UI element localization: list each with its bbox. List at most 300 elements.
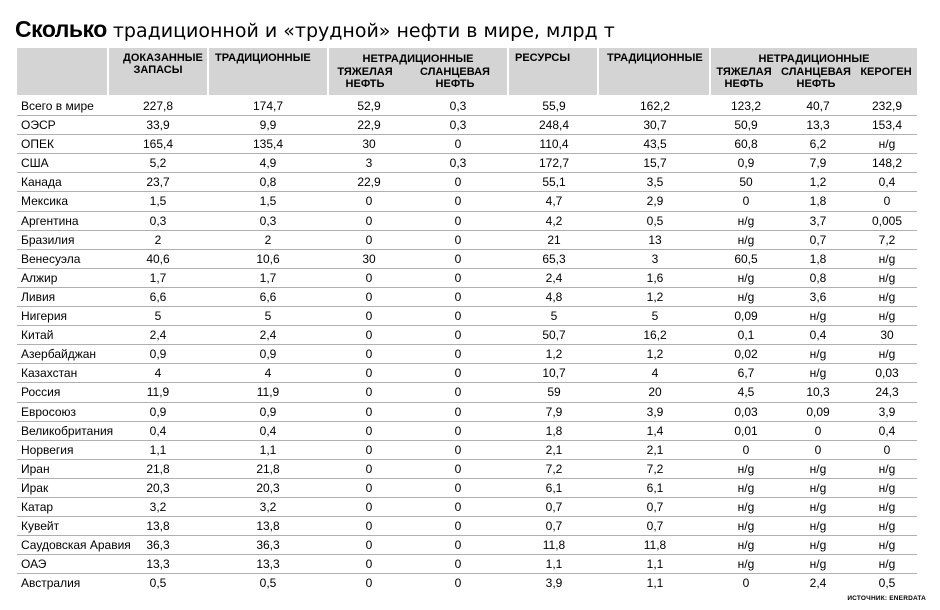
row-value: 30	[880, 328, 894, 343]
table-row	[17, 536, 917, 555]
row-value: 0	[365, 519, 373, 534]
table-row	[17, 173, 917, 192]
row-value: 30	[362, 137, 376, 152]
row-value: 13,3	[146, 557, 170, 572]
row-value: 0,4	[149, 423, 167, 438]
row-value: н/g	[878, 538, 896, 553]
row-value: 1,1	[646, 576, 664, 591]
row-value: 0,3	[449, 99, 467, 113]
table-row	[17, 555, 917, 574]
row-value: 0	[454, 347, 462, 362]
row-value: 20,3	[256, 480, 280, 495]
row-value: 13,3	[806, 118, 830, 133]
row-value: 248,4	[538, 118, 570, 133]
header-nontrad-2	[711, 48, 917, 95]
row-value: 0	[454, 270, 462, 285]
row-value: 7,2	[545, 461, 563, 476]
header-nontrad-1	[329, 48, 507, 95]
row-value: 7,2	[646, 461, 664, 476]
row-value: 2,9	[646, 194, 664, 209]
row-value: 0	[365, 480, 373, 495]
row-value: 3,9	[545, 576, 563, 591]
row-value: 2,4	[149, 328, 167, 343]
row-country: ОАЭ	[21, 557, 47, 572]
row-value: н/g	[878, 270, 896, 285]
row-country: США	[21, 156, 49, 171]
row-value: 13	[648, 232, 662, 247]
row-country: Казахстан	[21, 366, 78, 381]
row-value: 0	[742, 576, 750, 591]
row-value: 2	[264, 232, 272, 247]
row-value: 0,09	[806, 404, 830, 419]
row-value: н/g	[878, 557, 896, 572]
row-value: 1,2	[809, 175, 827, 190]
table-header	[17, 48, 917, 95]
row-value: 50	[739, 175, 753, 190]
row-value: 0	[454, 480, 462, 495]
row-value: 6,6	[259, 289, 277, 304]
row-value: 16,2	[643, 328, 667, 343]
row-value: 0	[365, 576, 373, 591]
row-value: 11,9	[256, 385, 280, 400]
row-value: 3,2	[149, 499, 167, 514]
row-value: 0,7	[646, 519, 664, 534]
row-value: 0	[454, 557, 462, 572]
row-value: 0,5	[878, 576, 896, 591]
row-value: н/g	[878, 251, 896, 266]
header-kerogen: КЕРОГЕН	[860, 66, 912, 78]
row-value: н/g	[878, 309, 896, 324]
row-country: ОЭСР	[21, 118, 56, 133]
row-value: 4,7	[545, 194, 563, 209]
row-value: 0	[454, 576, 462, 591]
row-value: н/g	[809, 519, 827, 534]
row-value: 0,9	[149, 404, 167, 419]
row-value: 0	[365, 385, 373, 400]
row-value: 148,2	[871, 156, 903, 171]
row-value: 0,7	[545, 499, 563, 514]
page-title	[15, 16, 615, 44]
row-value: 60,8	[734, 137, 758, 152]
row-value: 0	[365, 442, 373, 457]
row-value: 0	[742, 442, 750, 457]
row-country: Саудовская Аравия	[21, 538, 131, 553]
row-value: н/g	[737, 557, 755, 572]
row-value: 0	[365, 328, 373, 343]
row-value: 40,7	[806, 99, 830, 113]
row-value: 21,8	[146, 461, 170, 476]
row-value: 0,3	[449, 118, 467, 133]
table-row	[17, 250, 917, 269]
row-value: 1,8	[809, 194, 827, 209]
table-row	[17, 574, 917, 593]
row-value: 5	[264, 309, 272, 324]
row-value: н/g	[737, 461, 755, 476]
row-value: н/g	[809, 480, 827, 495]
row-value: н/g	[809, 309, 827, 324]
row-value: н/g	[878, 137, 896, 152]
row-value: 0,8	[809, 270, 827, 285]
row-value: 0	[454, 461, 462, 476]
row-value: 0,8	[259, 175, 277, 190]
row-value: 4	[264, 366, 272, 381]
row-value: 60,5	[734, 251, 758, 266]
table-row	[17, 345, 917, 364]
row-country: Австралия	[21, 576, 81, 591]
header-resources	[509, 48, 597, 95]
row-value: 0	[365, 194, 373, 209]
row-value: 0	[883, 194, 891, 209]
row-value: 24,3	[875, 385, 899, 400]
row-value: н/g	[737, 213, 755, 228]
row-value: 0,4	[809, 328, 827, 343]
row-value: 0,9	[259, 404, 277, 419]
row-value: 0	[454, 499, 462, 514]
table-row	[17, 135, 917, 154]
table-row	[17, 307, 917, 326]
table-row	[17, 231, 917, 250]
row-value: 0,4	[878, 175, 896, 190]
row-value: 0	[365, 404, 373, 419]
header-traditional-1-label: ТРАДИЦИОННЫЕ	[215, 52, 311, 64]
row-value: 1,6	[646, 270, 664, 285]
row-value: н/g	[737, 289, 755, 304]
row-value: 3,6	[809, 289, 827, 304]
row-value: 6,2	[809, 137, 827, 152]
row-value: 11,9	[146, 385, 170, 400]
row-value: н/g	[809, 499, 827, 514]
row-value: 0	[454, 194, 462, 209]
row-value: 0	[814, 423, 822, 438]
row-value: 7,9	[545, 404, 563, 419]
row-value: 1,8	[809, 251, 827, 266]
row-value: 22,9	[357, 175, 381, 190]
row-value: 4,8	[545, 289, 563, 304]
row-value: 10,6	[256, 251, 280, 266]
row-value: 50,7	[542, 328, 566, 343]
row-value: 6,1	[646, 480, 664, 495]
header-proven	[109, 48, 207, 95]
row-value: 3,9	[646, 404, 664, 419]
table-row	[17, 212, 917, 231]
row-value: 30	[362, 251, 376, 266]
row-value: 0,5	[646, 213, 664, 228]
row-value: 123,2	[730, 99, 762, 113]
row-country: Бразилия	[21, 232, 75, 247]
row-value: 7,9	[809, 156, 827, 171]
row-value: 0	[454, 442, 462, 457]
row-value: 1,2	[646, 289, 664, 304]
row-value: 0,4	[878, 423, 896, 438]
row-value: 0	[365, 538, 373, 553]
row-value: 13,3	[256, 557, 280, 572]
row-value: 1,2	[545, 347, 563, 362]
row-value: 65,3	[542, 251, 566, 266]
row-value: 11,8	[542, 538, 566, 553]
header-country	[17, 48, 107, 95]
row-value: 21,8	[256, 461, 280, 476]
row-value: 0	[883, 442, 891, 457]
row-value: 1,1	[149, 442, 167, 457]
row-value: 30,7	[643, 118, 667, 133]
row-value: 232,9	[871, 99, 903, 113]
row-value: 20,3	[146, 480, 170, 495]
row-value: 0	[454, 366, 462, 381]
row-value: 3	[365, 156, 373, 171]
row-value: 55,1	[542, 175, 566, 190]
row-value: н/g	[737, 499, 755, 514]
table-row	[17, 116, 917, 135]
row-value: 0	[454, 137, 462, 152]
row-value: н/g	[809, 538, 827, 553]
row-country: Россия	[21, 385, 61, 400]
row-value: 1,4	[646, 423, 664, 438]
header-proven-label: ДОКАЗАННЫЕ ЗАПАСЫ	[123, 52, 203, 76]
row-value: 5,2	[149, 156, 167, 171]
row-value: 4	[154, 366, 162, 381]
row-value: 0,1	[737, 328, 755, 343]
row-value: 0	[814, 442, 822, 457]
row-value: 0,4	[259, 423, 277, 438]
row-value: 0	[365, 423, 373, 438]
row-value: 3,9	[878, 404, 896, 419]
row-value: 0	[454, 175, 462, 190]
row-value: н/g	[878, 461, 896, 476]
row-value: 0,09	[734, 309, 758, 324]
row-value: 0	[365, 557, 373, 572]
row-country: Азербайджан	[21, 347, 97, 362]
row-value: 10,3	[806, 385, 830, 400]
row-value: 0,005	[871, 213, 903, 228]
row-value: н/g	[878, 480, 896, 495]
row-value: 0	[454, 289, 462, 304]
row-value: 0,3	[449, 156, 467, 171]
row-value: н/g	[737, 480, 755, 495]
row-value: 0	[454, 385, 462, 400]
header-traditional-1	[209, 48, 327, 95]
row-country: Алжир	[21, 270, 58, 285]
row-value: н/g	[809, 366, 827, 381]
row-value: 4,5	[737, 385, 755, 400]
table-row	[17, 498, 917, 517]
row-country: Китай	[21, 328, 54, 343]
row-country: Всего в мире	[21, 99, 94, 113]
row-value: 227,8	[142, 99, 174, 113]
row-value: 43,5	[643, 137, 667, 152]
table-row	[17, 326, 917, 345]
row-value: 0	[454, 232, 462, 247]
row-value: 0,7	[646, 499, 664, 514]
row-value: 0,9	[259, 347, 277, 362]
row-value: 0	[365, 213, 373, 228]
row-value: н/g	[737, 519, 755, 534]
row-value: 20	[648, 385, 662, 400]
row-value: 55,9	[542, 99, 566, 113]
table-row	[17, 479, 917, 498]
row-value: 2,1	[545, 442, 563, 457]
row-country: Кувейт	[21, 519, 60, 534]
table-row	[17, 97, 917, 116]
header-traditional-2	[599, 48, 709, 95]
row-country: Ливия	[21, 289, 56, 304]
row-value: 52,9	[357, 99, 381, 113]
table-row	[17, 269, 917, 288]
row-value: 3,5	[646, 175, 664, 190]
row-value: 7,2	[878, 232, 896, 247]
row-value: 1,1	[646, 557, 664, 572]
row-country: Катар	[21, 499, 54, 514]
row-value: н/g	[809, 461, 827, 476]
row-value: н/g	[809, 347, 827, 362]
table-row	[17, 403, 917, 422]
table-row	[17, 517, 917, 536]
row-value: 0	[454, 404, 462, 419]
table-row	[17, 364, 917, 383]
row-value: 1,5	[259, 194, 277, 209]
row-country: Ирак	[21, 480, 49, 495]
row-value: 162,2	[639, 99, 671, 113]
row-value: 0	[365, 309, 373, 324]
row-value: 1,7	[149, 270, 167, 285]
row-value: 0,03	[734, 404, 758, 419]
row-value: 0	[454, 538, 462, 553]
row-value: 1,7	[259, 270, 277, 285]
row-value: 40,6	[146, 251, 170, 266]
row-value: 6,1	[545, 480, 563, 495]
row-country: Нигерия	[21, 309, 68, 324]
row-value: 153,4	[871, 118, 903, 133]
title-lead: Сколько	[15, 16, 107, 42]
row-value: 50,9	[734, 118, 758, 133]
row-value: 0	[365, 366, 373, 381]
row-value: 0,7	[809, 232, 827, 247]
row-value: н/g	[878, 519, 896, 534]
row-value: 33,9	[146, 118, 170, 133]
row-value: 2,4	[809, 576, 827, 591]
row-value: 4,2	[545, 213, 563, 228]
row-value: 5	[651, 309, 659, 324]
row-value: 0,9	[737, 156, 755, 171]
row-country: Мексика	[21, 194, 69, 209]
row-value: 15,7	[643, 156, 667, 171]
header-heavy-1: ТЯЖЕЛАЯ НЕФТЬ	[337, 66, 393, 90]
row-value: 4	[651, 366, 659, 381]
title-rest: традиционной и «трудной» нефти в мире, млрд т	[106, 20, 615, 42]
row-value: 0,7	[545, 519, 563, 534]
row-value: 5	[154, 309, 162, 324]
row-value: 172,7	[538, 156, 570, 171]
source-note: ИСТОЧНИК: ENERDATA	[847, 595, 926, 602]
row-value: 110,4	[539, 137, 569, 152]
header-heavy-2: ТЯЖЕЛАЯ НЕФТЬ	[716, 66, 772, 90]
row-value: н/g	[737, 232, 755, 247]
oil-table	[17, 48, 917, 593]
table-row	[17, 383, 917, 402]
row-value: 22,9	[357, 118, 381, 133]
row-value: 0	[365, 270, 373, 285]
row-value: 1,8	[545, 423, 563, 438]
row-value: 135,4	[252, 137, 284, 152]
row-value: 0	[454, 328, 462, 343]
row-value: 0	[365, 289, 373, 304]
row-value: 0	[365, 232, 373, 247]
row-value: 2	[154, 232, 162, 247]
row-value: 2,4	[259, 328, 277, 343]
table-row	[17, 422, 917, 441]
table-row	[17, 154, 917, 173]
row-value: 165,4	[142, 137, 174, 152]
row-value: 0	[742, 194, 750, 209]
row-value: 1,2	[646, 347, 664, 362]
row-value: 0	[365, 347, 373, 362]
row-value: 0,9	[149, 347, 167, 362]
row-value: 0	[454, 251, 462, 266]
header-resources-label: РЕСУРСЫ	[515, 52, 571, 64]
row-country: ОПЕК	[21, 137, 54, 152]
row-value: 0,01	[734, 423, 758, 438]
row-value: 6,7	[737, 366, 755, 381]
row-value: 0	[454, 309, 462, 324]
row-value: 0,02	[734, 347, 758, 362]
row-value: 10,7	[542, 366, 566, 381]
row-value: 5	[550, 309, 558, 324]
row-country: Иран	[21, 461, 50, 476]
row-value: н/g	[737, 538, 755, 553]
row-value: 13,8	[256, 519, 280, 534]
row-value: 9,9	[259, 118, 277, 133]
row-value: 21	[547, 232, 561, 247]
row-value: н/g	[878, 499, 896, 514]
row-value: 0,5	[259, 576, 277, 591]
row-value: 0	[365, 499, 373, 514]
row-value: 3	[651, 251, 659, 266]
row-value: 2,4	[545, 270, 563, 285]
row-value: 1,1	[545, 557, 563, 572]
row-value: 11,8	[643, 538, 667, 553]
row-country: Норвегия	[21, 442, 74, 457]
row-value: 174,7	[252, 99, 284, 113]
row-value: 0	[365, 461, 373, 476]
row-value: 0,3	[149, 213, 167, 228]
row-value: 4,9	[259, 156, 277, 171]
row-value: 36,3	[146, 538, 170, 553]
row-country: Венесуэла	[21, 251, 81, 266]
header-nontrad-2-label: НЕТРАДИЦИОННЫЕ	[758, 53, 870, 65]
row-value: н/g	[809, 557, 827, 572]
row-value: 2,1	[646, 442, 664, 457]
header-traditional-2-label: ТРАДИЦИОННЫЕ	[607, 52, 703, 64]
row-value: 0,3	[259, 213, 277, 228]
row-country: Великобритания	[21, 423, 114, 438]
table-row	[17, 192, 917, 211]
row-value: 6,6	[149, 289, 167, 304]
row-value: 23,7	[146, 175, 170, 190]
row-country: Евросоюз	[21, 404, 77, 419]
row-value: н/g	[878, 347, 896, 362]
table-row	[17, 288, 917, 307]
row-value: 3,7	[809, 213, 827, 228]
row-value: 1,5	[149, 194, 167, 209]
row-value: 0,5	[149, 576, 167, 591]
row-country: Аргентина	[21, 213, 79, 228]
row-value: 0	[454, 423, 462, 438]
header-shale-2: СЛАНЦЕВАЯ НЕФТЬ	[781, 66, 851, 90]
row-value: н/g	[878, 289, 896, 304]
table-row	[17, 441, 917, 460]
table-body	[17, 97, 917, 593]
table-row	[17, 460, 917, 479]
row-value: 1,1	[259, 442, 277, 457]
